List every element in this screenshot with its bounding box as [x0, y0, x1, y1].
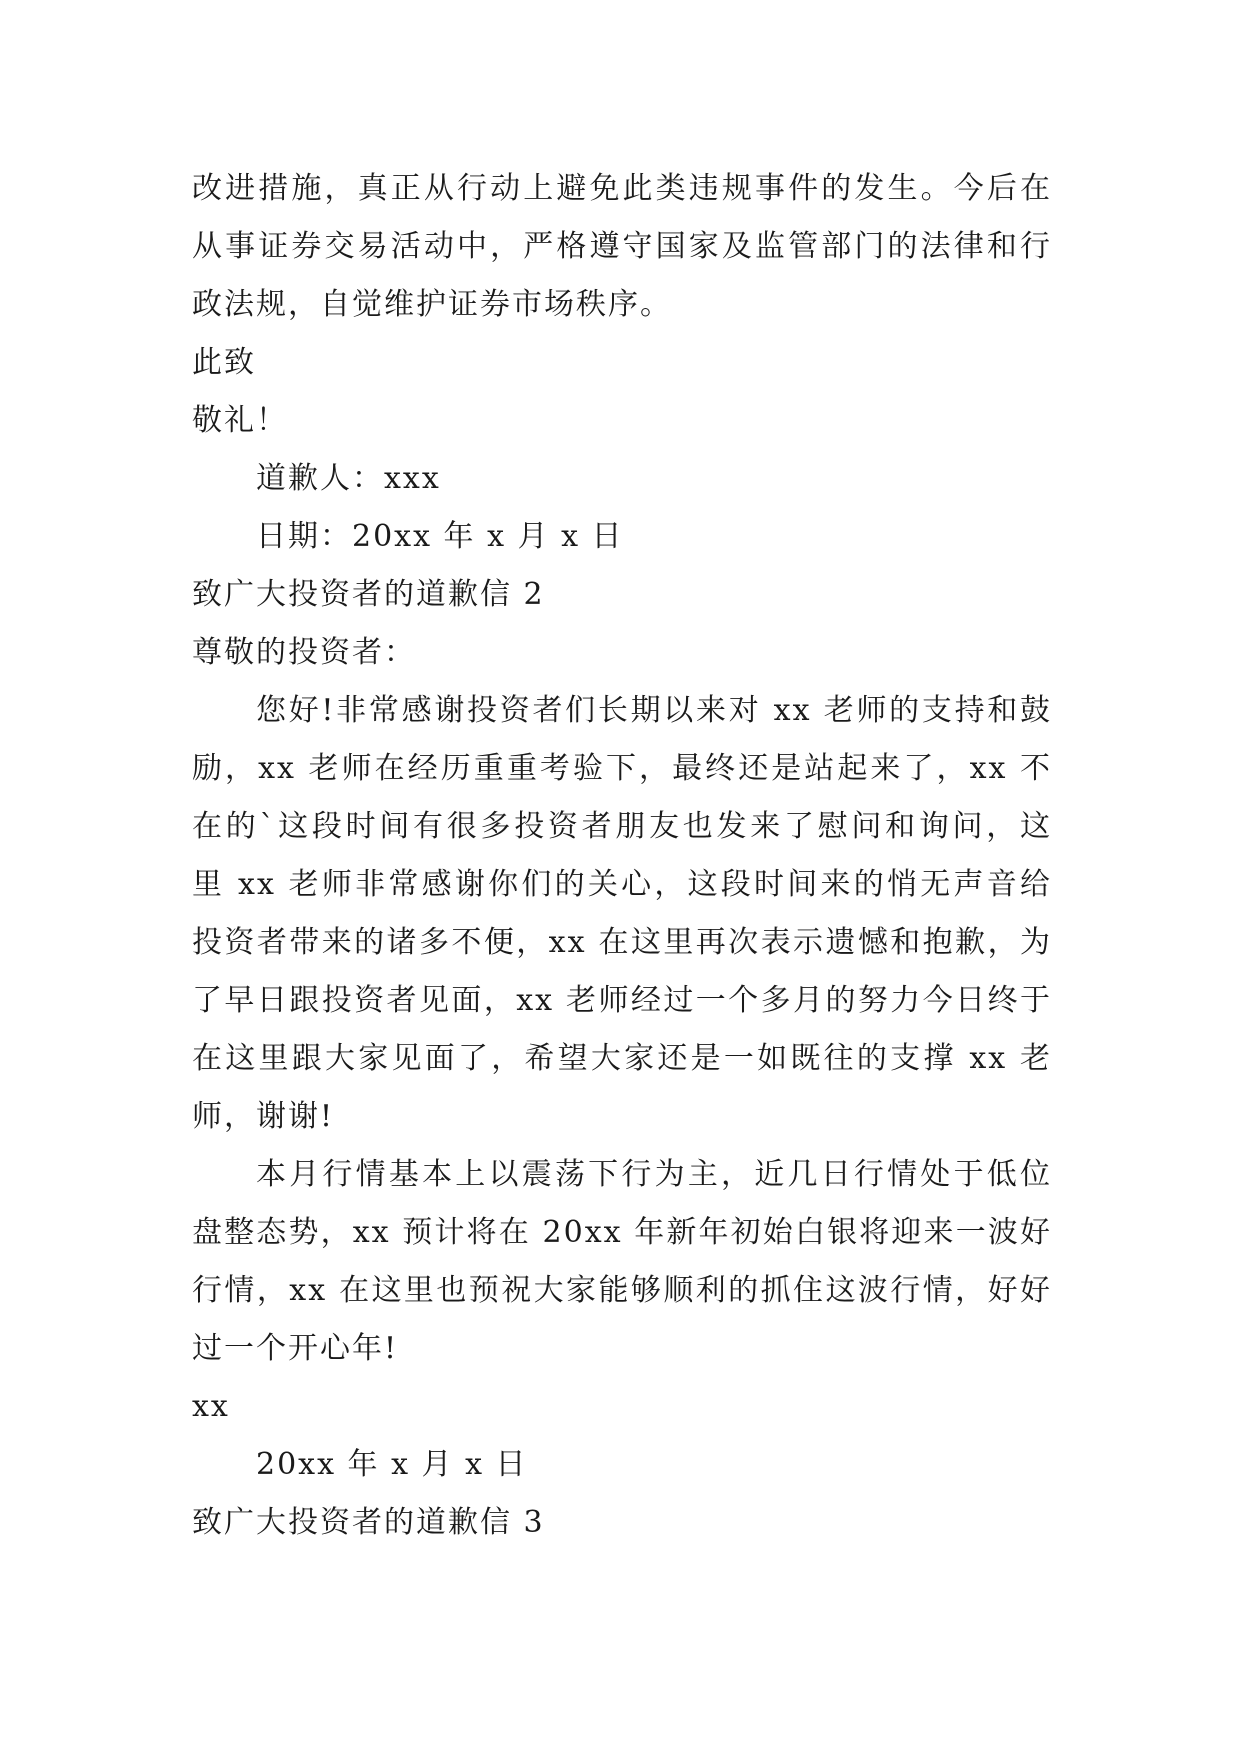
letter3-title: 致广大投资者的道歉信 3 [192, 1505, 545, 1540]
paragraph-line: 行情，xx 在这里也预祝大家能够顺利的抓住这波行情，好好 [192, 1273, 1052, 1308]
paragraph-line: 励，xx 老师在经历重重考验下，最终还是站起来了，xx 不 [192, 751, 1052, 786]
paragraph-line: 投资者带来的诸多不便，xx 在这里再次表示遗憾和抱歉，为 [192, 925, 1052, 960]
letter2-date: 20xx 年 x 月 x 日 [256, 1447, 528, 1482]
paragraph-line: 在的`这段时间有很多投资者朋友也发来了慰问和询问，这 [192, 809, 1052, 844]
paragraph-line: 了早日跟投资者见面，xx 老师经过一个多月的努力今日终于 [192, 983, 1052, 1018]
paragraph-line: 改进措施，真正从行动上避免此类违规事件的发生。今后在 [192, 171, 1052, 206]
closing-ci-zhi: 此致 [192, 345, 256, 380]
paragraph-line: 过一个开心年! [192, 1331, 399, 1366]
letter2-salutation: 尊敬的投资者： [192, 635, 416, 670]
paragraph-line: 盘整态势，xx 预计将在 20xx 年新年初始白银将迎来一波好 [192, 1215, 1052, 1250]
letter1-date: 日期：20xx 年 x 月 x 日 [256, 519, 624, 554]
letter2-paragraph-2 [192, 1146, 1052, 1378]
letter1-signer: 道歉人：xxx [256, 461, 441, 496]
paragraph-line: 从事证券交易活动中，严格遵守国家及监管部门的法律和行 [192, 229, 1052, 264]
paragraph-line: 您好!非常感谢投资者们长期以来对 xx 老师的支持和鼓 [256, 693, 1052, 728]
letter2-title: 致广大投资者的道歉信 2 [192, 577, 545, 612]
paragraph-line: 政法规，自觉维护证券市场秩序。 [192, 287, 672, 322]
paragraph-line: 在这里跟大家见面了，希望大家还是一如既往的支撑 xx 老 [192, 1041, 1052, 1076]
letter2-signer: xx [192, 1389, 230, 1424]
closing-jing-li: 敬礼！ [192, 403, 288, 438]
document-page [192, 160, 1052, 1552]
paragraph-line: 本月行情基本上以震荡下行为主，近几日行情处于低位 [256, 1157, 1052, 1192]
letter2-paragraph-1 [192, 682, 1052, 1146]
paragraph-line: 师，谢谢! [192, 1099, 335, 1134]
paragraph-line: 里 xx 老师非常感谢你们的关心，这段时间来的悄无声音给 [192, 867, 1052, 902]
letter1-closing-paragraph [192, 160, 1052, 334]
